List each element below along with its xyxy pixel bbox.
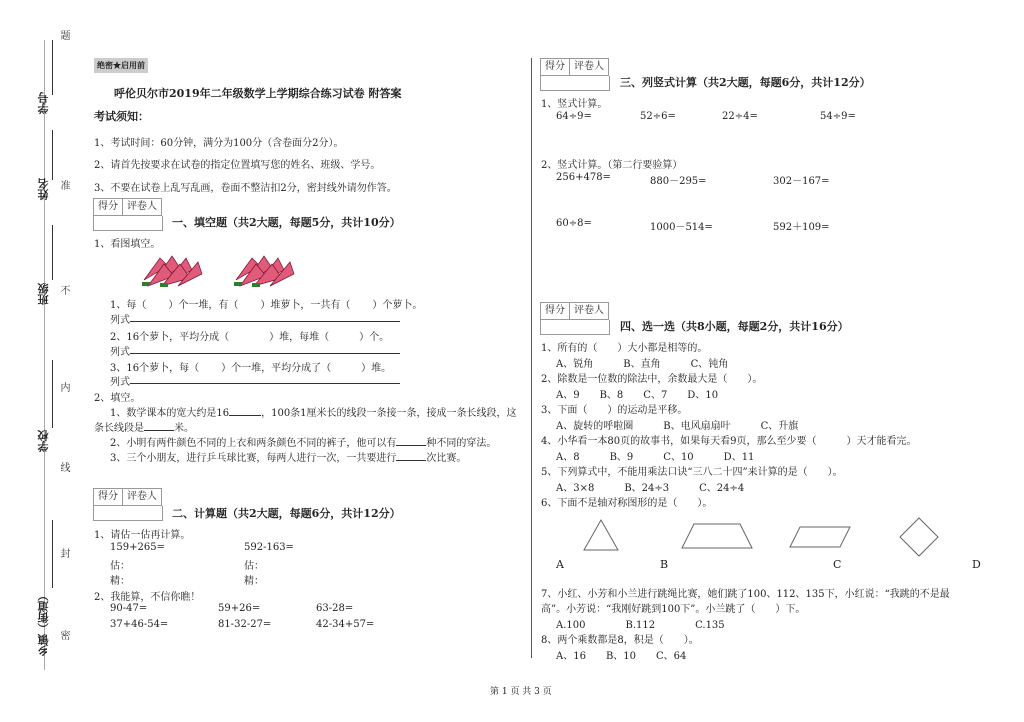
text: ）个萝卜。 [372, 300, 423, 311]
score-box [93, 198, 162, 216]
s1-q1-item-1 [110, 296, 422, 311]
choice-options: A、旋转的呼啦圈 B、电风扇扇叶 C、升旗 [556, 421, 799, 432]
text: 3、三个小朋友，进行乒乓球比赛，每两人进行一次，一共要进行 [110, 453, 397, 464]
answer-blank[interactable] [396, 460, 426, 461]
text: 种不同的穿法。 [426, 438, 497, 449]
score-box-blank [540, 76, 610, 91]
choice-options: A、3×8 B、24÷3 C、24÷4 [556, 483, 745, 494]
vertical-calc: 880－295= [650, 176, 707, 187]
est-expr: 592-163= [244, 542, 294, 553]
choice-question: 1、所有的（ ）大小都是相等的。 [541, 343, 708, 354]
choice-question-cont: 高”。小芳说：“我刚好跳到100下”。小兰跳了（ ）下。 [541, 604, 806, 615]
answer-blank[interactable] [144, 430, 174, 431]
choice-question: 2、除数是一位数的除法中，余数最大是（ ）。 [541, 374, 763, 385]
choice-question: 3、下面（ ）的运动是平移。 [541, 405, 688, 416]
choice-question: 5、下列算式中，不能用乘法口诀“三八二十四”来计算的是（ ）。 [541, 467, 843, 478]
s1-q2-item-2 [110, 434, 496, 449]
score-label: 得分 [98, 201, 118, 212]
est-estimate: 估： [244, 561, 264, 572]
text: 次比赛。 [426, 453, 467, 464]
vertical-calc: 256+478= [556, 172, 611, 183]
text: 米。 [174, 423, 194, 434]
label-student-id: 学号 [37, 92, 50, 114]
notice-item: 2、请首先按要求在试卷的指定位置填写您的姓名、班级、学号。 [94, 160, 381, 171]
formula-label: 列式 [110, 347, 130, 358]
calc-expr: 59+26= [218, 603, 261, 614]
est-expr: 159+265= [110, 542, 165, 553]
radish-group-illustration [140, 250, 205, 288]
choice-options: A.100 B.112 C.135 [556, 620, 725, 631]
text: ）堆，每堆（ [269, 332, 330, 343]
answer-blank[interactable] [396, 445, 426, 446]
formula-label: 列式 [110, 377, 130, 388]
text: 3、16个萝卜，每（ [110, 363, 200, 374]
notice-heading: 考试须知： [94, 110, 149, 123]
vertical-calc: 22÷4= [722, 111, 758, 122]
s2-q2-text: 2、我能算，不信你瞧！ [94, 592, 201, 603]
seal-char: 密 [58, 630, 69, 640]
grader-label: 评卷人 [122, 489, 161, 505]
section-1-title: 一、填空题（共2大题，每题5分，共计10分） [172, 216, 401, 229]
s3-q2-text: 2、竖式计算。（第二行要验算） [541, 160, 683, 171]
answer-line[interactable] [130, 353, 400, 354]
label-name: 姓名 [37, 178, 50, 200]
s1-q1-text: 1、看图填空。 [94, 239, 161, 250]
seal-char: 线 [58, 462, 69, 472]
text: ，100条1厘米长的线段一条接一条，接成一条长线段，这 [261, 408, 517, 419]
seal-char: 准 [58, 180, 69, 190]
vertical-calc: 52÷6= [640, 111, 676, 122]
text: 1、每（ [110, 300, 147, 311]
text: ）个。 [359, 332, 390, 343]
vertical-calc: 54÷9= [820, 111, 856, 122]
confidential-stamp: 绝密★启用前 [94, 58, 148, 73]
score-box-blank [93, 506, 163, 521]
answer-blank[interactable] [229, 415, 261, 416]
vertical-calc: 64÷9= [556, 111, 592, 122]
shape-label-a: A [556, 558, 564, 571]
choice-question: 7、小红、小芳和小兰进行跳绳比赛，她们跳了100、112、135下，小红说：“我跳的不是最 [541, 589, 950, 600]
vertical-calc: 592＋109= [773, 222, 830, 233]
calc-expr: 42-34+57= [316, 619, 375, 630]
vertical-calc: 1000－514= [650, 222, 713, 233]
score-box [540, 302, 609, 320]
calc-expr: 90-47= [110, 603, 148, 614]
est-exact: 精： [244, 576, 264, 587]
seal-char: 不 [58, 285, 69, 295]
est-estimate: 估： [110, 561, 130, 572]
section-3-title: 三、列竖式计算（共2大题，每题6分，共计12分） [620, 76, 871, 89]
s1-q2-item-3 [110, 449, 466, 464]
score-box [93, 488, 162, 506]
section-2-title: 二、计算题（共2大题，每题6分，共计12分） [172, 507, 401, 520]
s1-q2-text: 2、填空。 [94, 393, 141, 404]
label-township: 乡镇（街道） [37, 590, 50, 656]
text: 2、小明有两件颜色不同的上衣和两条颜色不同的裤子，他可以有 [110, 438, 397, 449]
choice-question: 6、下面不是轴对称图形的是（ ）。 [541, 498, 713, 509]
shape-label-d: D [972, 558, 981, 571]
radish-group-illustration [232, 250, 297, 288]
shape-label-b: B [660, 558, 669, 571]
notice-item: 3、不要在试卷上乱写乱画，卷面不整洁扣2分，密封线外请勿作答。 [94, 183, 397, 194]
vertical-calc: 302－167= [773, 176, 830, 187]
notice-item: 1、考试时间：60分钟，满分为100分（含卷面分2分）。 [94, 138, 344, 149]
page-footer: 第 1 页 共 3 页 [490, 687, 552, 697]
text: 2、16个萝卜，平均分成（ [110, 332, 230, 343]
seal-char: 内 [58, 382, 69, 392]
label-class: 班级 [37, 283, 50, 305]
text: ）堆萝卜，一共有（ [260, 300, 351, 311]
text: 1、数学课本的宽大约是16 [110, 408, 230, 419]
choice-options: A、9 B、8 C、7 D、10 [556, 390, 719, 401]
est-exact: 精： [110, 576, 130, 587]
grader-label: 评卷人 [569, 59, 608, 75]
score-label: 得分 [545, 305, 565, 316]
text: ）个一堆，平均分成了（ [221, 363, 332, 374]
s1-q1-item-3 [110, 359, 391, 374]
text: ）堆。 [361, 363, 392, 374]
seal-char: 封 [58, 548, 69, 558]
parallelogram-shape [788, 525, 852, 549]
page-title: 呼伦贝尔市2019年二年级数学上学期综合练习试卷 附答案 [114, 87, 402, 100]
choice-question: 8、两个乘数都是8，积是（ ）。 [541, 635, 699, 646]
s1-q1-item-2 [110, 328, 389, 343]
calc-expr: 63-28= [316, 603, 354, 614]
grader-label: 评卷人 [569, 303, 608, 319]
score-label: 得分 [98, 491, 118, 502]
calc-expr: 81-32-27= [218, 619, 272, 630]
s1-q2-item-1-cont [94, 419, 194, 434]
s3-q1-text: 1、竖式计算。 [541, 99, 608, 110]
score-label: 得分 [545, 61, 565, 72]
choice-options: A、8 B、9 C、10 D、11 [556, 452, 755, 463]
choice-options: A、16 B、10 C、64 [556, 651, 687, 662]
s1-q2-item-1 [110, 404, 517, 419]
choice-options: A、锐角 B、直角 C、钝角 [556, 359, 729, 370]
triangle-shape [582, 518, 620, 552]
score-box-blank [93, 216, 163, 231]
seal-char: 题 [58, 30, 69, 40]
s2-q1-text: 1、请估一估再计算。 [94, 530, 191, 541]
answer-line[interactable] [130, 383, 400, 384]
score-box [540, 58, 609, 76]
calc-expr: 37+46-54= [110, 619, 169, 630]
trapezoid-shape [680, 522, 754, 550]
column-divider [531, 58, 532, 658]
section-4-title: 四、选一选（共8小题，每题2分，共计16分） [620, 320, 849, 333]
formula-label: 列式 [110, 315, 130, 326]
text: ）个一堆，有（ [168, 300, 239, 311]
vertical-calc: 60÷8= [556, 218, 592, 229]
label-school: 学校 [37, 430, 50, 452]
choice-question: 4、小华看一本80页的故事书，如果每天看9页，那么至少要（ ）天才能看完。 [541, 436, 917, 447]
grader-label: 评卷人 [122, 199, 161, 215]
shape-label-c: C [833, 558, 842, 571]
diamond-shape [898, 516, 940, 558]
score-box-blank [540, 320, 610, 335]
text: 条长线段是 [94, 423, 144, 434]
answer-line[interactable] [130, 321, 400, 322]
